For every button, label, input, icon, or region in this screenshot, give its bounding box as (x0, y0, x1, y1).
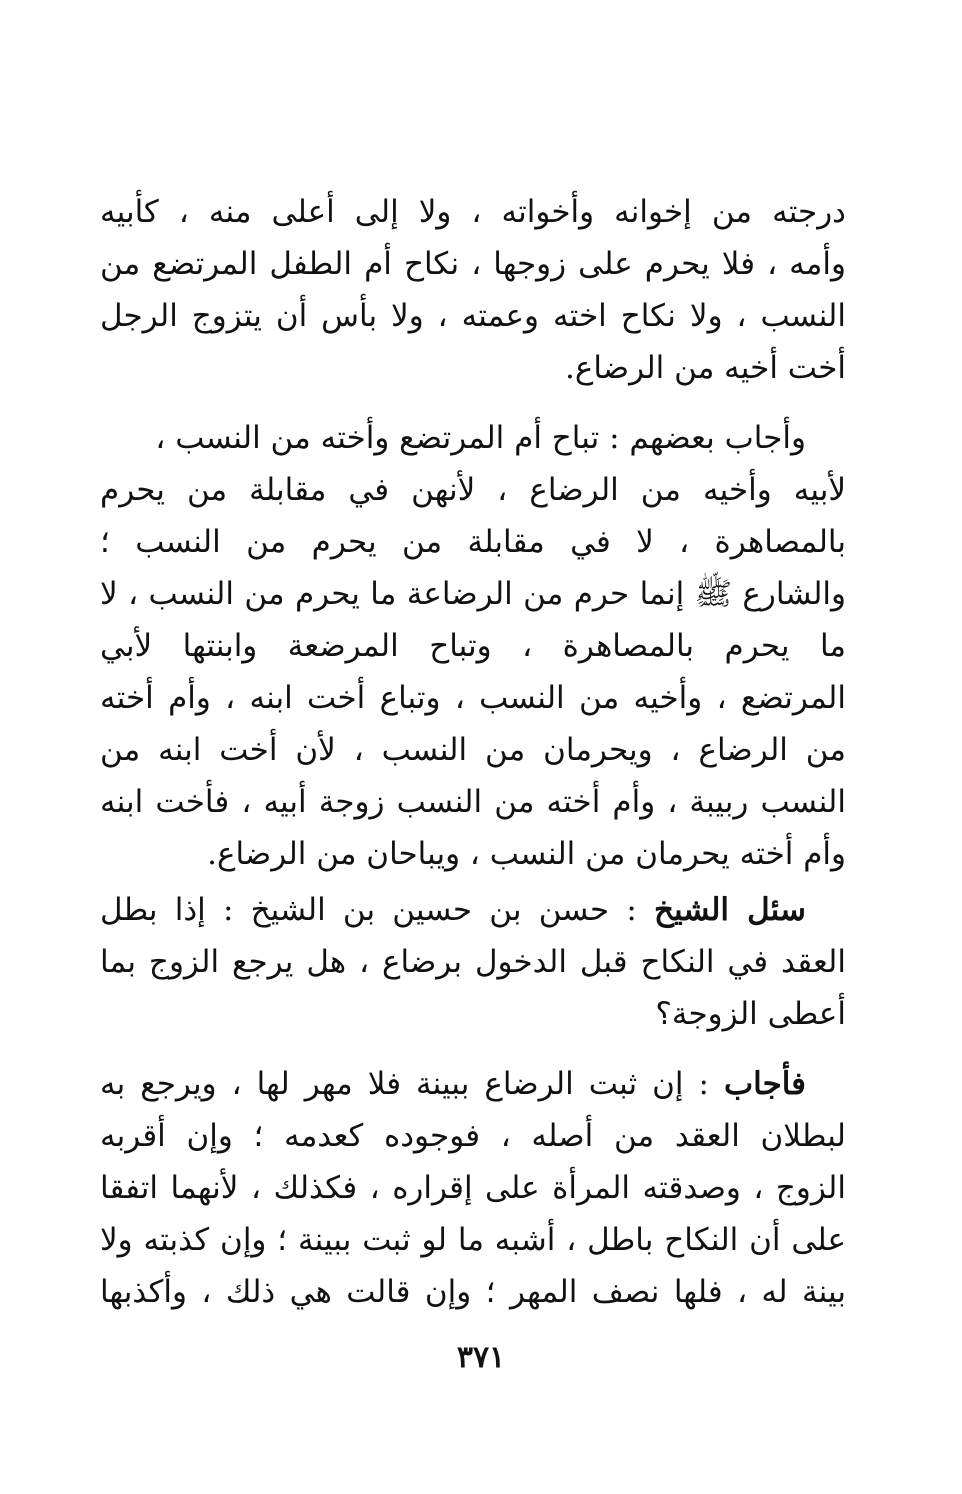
paragraph-line: على أن النكاح باطل ، أشبه ما لو ثبت ببينة ؛ وإن كذبته ولا (100, 1222, 846, 1258)
answer-lead: فأجاب (723, 1066, 806, 1102)
paragraph-line: بالمصاهرة ، لا في مقابلة من يحرم من النسب ؛ (100, 524, 846, 560)
paragraph-line: وأمه ، فلا يحرم على زوجها ، نكاح أم الطفل المرتضع من (100, 246, 846, 282)
paragraph-line: بينة له ، فلها نصف المهر ؛ وإن قالت هي ذلك ، وأكذبها (100, 1274, 846, 1310)
paragraph-line: العقد في النكاح قبل الدخول برضاع ، هل يرجع الزوج بما (100, 944, 846, 980)
paragraph-line: أخت أخيه من الرضاع. (564, 350, 846, 386)
paragraph-line: المرتضع ، وأخيه من النسب ، وتباع أخت ابنه ، وأم أخته (100, 680, 846, 716)
question-lead: سئل الشيخ (653, 892, 806, 928)
paragraph-line: لبطلان العقد من أصله ، فوجوده كعدمه ؛ وإن أقربه (100, 1118, 846, 1154)
paragraph-line: النسب ربيبة ، وأم أخته من النسب زوجة أبيه ، فأخت ابنه (100, 784, 846, 820)
paragraph-line-rest: : حسن بن حسين بن الشيخ : إذا بطل (100, 892, 654, 928)
paragraph-3 (100, 884, 846, 1040)
paragraph-line: من الرضاع ، ويحرمان من النسب ، لأن أخت ابنه من (100, 732, 846, 768)
paragraph-line: وأم أخته يحرمان من النسب ، ويباحان من الرضاع. (207, 836, 846, 872)
paragraph-line: ما يحرم بالمصاهرة ، وتباح المرضعة وابنتها لأبي (100, 628, 846, 664)
paragraph-line: أعطى الزوجة؟ (655, 996, 846, 1032)
paragraph-line (100, 884, 846, 936)
paragraph-line: الزوج ، وصدقته المرأة على إقراره ، فكذلك ، لأنهما اتفقا (100, 1170, 846, 1206)
paragraph-line: النسب ، ولا نكاح اخته وعمته ، ولا بأس أن يتزوج الرجل (100, 298, 846, 334)
page-number: ٣٧١ (456, 1340, 506, 1375)
paragraph-line: درجته من إخوانه وأخواته ، ولا إلى أعلى منه ، كأبيه (100, 194, 846, 230)
paragraph-line: لأبيه وأخيه من الرضاع ، لأنهن في مقابلة من يحرم (100, 472, 846, 508)
paragraph-line-rest: : إن ثبت الرضاع ببينة فلا مهر لها ، ويرجع به (100, 1066, 724, 1102)
paragraph-line: والشارع ﷺ إنما حرم من الرضاعة ما يحرم من النسب ، لا (100, 576, 846, 612)
paragraph-1 (100, 186, 846, 394)
paragraph-line: وأجاب بعضهم : تباح أم المرتضع وأخته من النسب ، (155, 420, 806, 456)
paragraph-4 (100, 1058, 846, 1318)
paragraph-line (100, 1058, 846, 1110)
paragraph-2 (100, 412, 846, 880)
